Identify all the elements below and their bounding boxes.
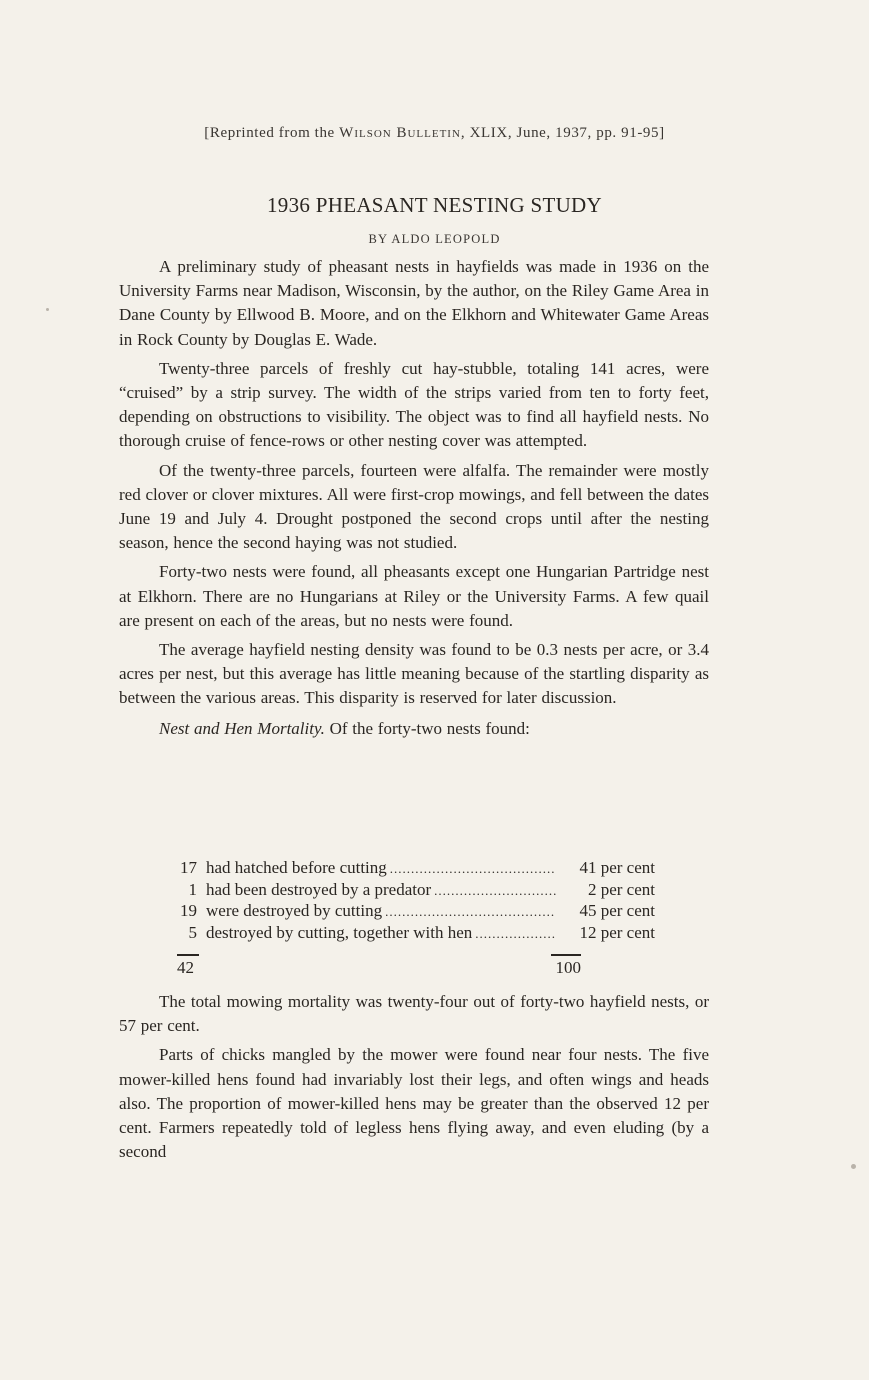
reprint-note-rest: , XLIX, June, 1937, pp. 91-95] [460, 125, 665, 141]
mortality-row [175, 923, 655, 945]
article-body-continued [119, 990, 709, 1169]
mortality-count: 5 [188, 922, 197, 942]
mortality-count: 19 [180, 901, 197, 921]
paper-speck [851, 1164, 856, 1169]
mortality-count: 1 [188, 879, 197, 899]
total-nests: 42 [177, 954, 199, 978]
reprint-note [0, 125, 869, 142]
paragraph-survey: Twenty-three parcels of freshly cut hay-stubble, totaling 141 acres, were “cruised” by a strip survey. The width of the strips varied from ten to forty feet, depending on obstructions to visibility. The object was to find all hayfield nests. No thorough cruise of fence-rows or other nesting cover was attempted. [119, 358, 709, 451]
paragraph-nests-found: Forty-two nests were found, all pheasants except one Hungarian Partridge nest at Elkhorn. There are no Hungarians at Riley or the University Farms. A few quail are present on each of the areas, but no nests were found. [119, 562, 709, 630]
paragraph-intro: A preliminary study of pheasant nests in hayfields was made in 1936 on the University Farms near Madison, Wisconsin, by the author, on the Riley Game Area in Dane County by Ellwood B. Moore, and on the Elkhorn and Whitewater Game Areas in Rock County by Douglas E. Wade. [119, 257, 709, 349]
reprint-journal-name: Wilson Bulletin [339, 125, 461, 141]
mortality-percent: 45 per cent [579, 901, 655, 921]
mortality-count: 17 [180, 858, 197, 877]
author-byline: BY ALDO LEOPOLD [368, 232, 501, 246]
mortality-description: destroyed by cutting, together with hen [206, 922, 473, 942]
paper-speck [46, 308, 49, 311]
mortality-description: had been destroyed by a predator [206, 879, 432, 899]
dot-leader [475, 924, 556, 945]
dot-leader [385, 902, 556, 923]
paragraph-total-mortality: The total mowing mortality was twenty-four out of forty-two hayfield nests, or 57 per cent. [119, 992, 709, 1036]
reprint-note-open: [Reprinted from the [204, 125, 340, 141]
mortality-row [175, 858, 655, 880]
mortality-row [175, 901, 655, 923]
total-percent: 100 [551, 954, 581, 978]
paragraph-mortality-heading [119, 717, 709, 741]
article-title: 1936 PHEASANT NESTING STUDY [267, 193, 602, 217]
article-body [119, 255, 709, 746]
dot-leader [434, 881, 556, 902]
paragraph-chicks-mangled: Parts of chicks mangled by the mower were found near four nests. The five mower-killed hens found had invariably lost their legs, and often wings and heads also. The proportion of mower-killed hens may be greater than the observed 12 per cent. Farmers repeatedly told of legless hens flying away, and even eluding (by a second [119, 1045, 709, 1162]
mortality-heading: Nest and Hen Mortality. [159, 718, 325, 738]
paragraph-parcels: Of the twenty-three parcels, fourteen were alfalfa. The remainder were mostly red clover or clover mixtures. All were first-crop mowings, and fell between the dates June 19 and July 4. Drought postponed the second crops until after the nesting season, hence the second haying was not studied. [119, 460, 709, 553]
paragraph-density: The average hayfield nesting density was found to be 0.3 nests per acre, or 3.4 acres per nest, but this average has little meaning because of the startling disparity as between the various areas. This disparity is reserved for later discussion. [119, 640, 709, 708]
mortality-intro: Of the forty-two nests found: [324, 718, 530, 738]
mortality-percent: 12 per cent [579, 922, 655, 942]
mortality-description: had hatched before cutting [206, 858, 387, 877]
mortality-percent: 2 per cent [587, 879, 655, 899]
mortality-percent: 41 per cent [579, 858, 655, 877]
mortality-row [175, 880, 655, 902]
mortality-description: were destroyed by cutting [206, 901, 383, 921]
dot-leader [390, 859, 556, 880]
mortality-table [175, 858, 655, 944]
